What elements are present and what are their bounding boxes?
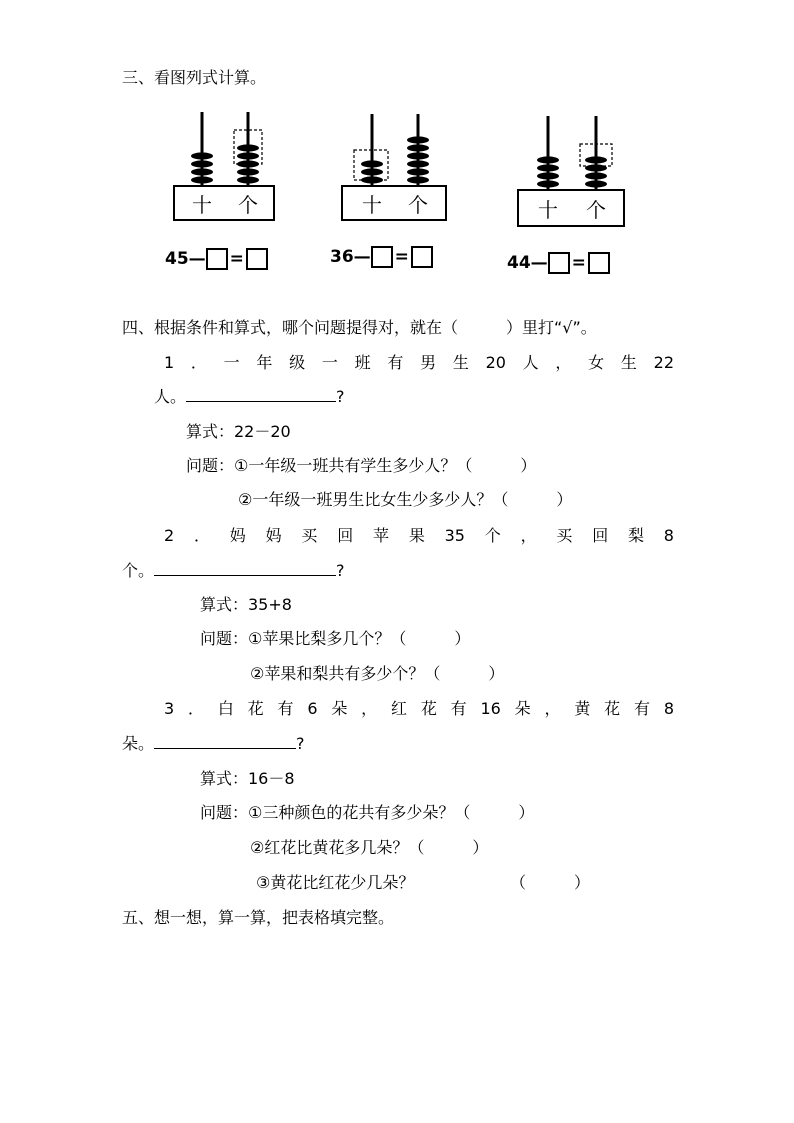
abacus-bead-ones: [407, 152, 429, 159]
formula-3-text: 44—: [507, 253, 548, 273]
abacus-3-ones-label: 个: [586, 198, 606, 222]
abacus-3-tens-label: 十: [538, 198, 558, 222]
q3-options-1: [200, 803, 534, 823]
answer-box[interactable]: [548, 252, 570, 274]
q3-formula: 算式：16－8: [200, 769, 295, 788]
abacus-3-frame: [518, 190, 624, 226]
formula-2-equals: =: [394, 247, 409, 267]
formula-1: [165, 248, 268, 270]
abacus-bead-ones: [237, 176, 259, 183]
q1-line2: [154, 387, 345, 407]
abacus-bead-ones: [585, 172, 607, 179]
q3-option-3[interactable]: ③黄花比红花少几朵？: [256, 873, 415, 892]
abacus-bead-tens: [537, 156, 559, 163]
abacus-bead-ones: [237, 168, 259, 175]
abacus-bead-tens: [191, 152, 213, 159]
q1-question-mark: ?: [336, 387, 345, 406]
abacus-bead-ones: [585, 180, 607, 187]
q2-line2: [122, 561, 345, 581]
abacus-2-tens-label: 十: [362, 193, 382, 217]
answer-box[interactable]: [411, 246, 433, 268]
q1-options-1: [186, 456, 536, 476]
q3-question-mark: ?: [296, 734, 305, 753]
formula-3: [507, 252, 610, 274]
q2-question-prefix: 问题：: [200, 629, 249, 648]
section4-title: 四、根据条件和算式，哪个问题提得对，就在（ ）里打“√”。: [122, 318, 597, 337]
answer-blank[interactable]: [154, 734, 296, 749]
formula-1-text: 45—: [165, 249, 206, 269]
answer-blank[interactable]: [186, 387, 336, 402]
abacus-bead-tens: [191, 176, 213, 183]
q1-formula: 算式：22－20: [186, 422, 291, 441]
q1-question-prefix: 问题：: [186, 456, 235, 475]
abacus-1-tens-label: 十: [192, 193, 212, 217]
abacus-bead-ones: [237, 144, 259, 151]
formula-1-equals: =: [229, 249, 244, 269]
answer-box[interactable]: [371, 246, 393, 268]
q1-line1: 1．一年级一班有男生20人，女生22: [164, 353, 674, 372]
abacus-bead-tens: [537, 180, 559, 187]
abacus-3: [516, 112, 628, 230]
abacus-bead-tens: [537, 172, 559, 179]
answer-box[interactable]: [588, 252, 610, 274]
q2-option-2[interactable]: ②苹果和梨共有多少个？（ ）: [250, 664, 505, 683]
abacus-bead-tens: [537, 164, 559, 171]
q3-line2-prefix: 朵。: [122, 734, 155, 753]
abacus-bead-tens: [361, 168, 383, 175]
abacus-2: [340, 112, 450, 224]
q1-option-2[interactable]: ②一年级一班男生比女生少多少人？（ ）: [238, 490, 573, 509]
q2-question-mark: ?: [336, 561, 345, 580]
answer-blank[interactable]: [154, 561, 336, 576]
q1-line2-prefix: 人。: [154, 387, 187, 406]
q2-options-1: [200, 629, 470, 649]
q1-option-1[interactable]: ①一年级一班共有学生多少人？（ ）: [234, 456, 537, 475]
abacus-2-frame: [342, 186, 446, 220]
abacus-bead-tens: [191, 168, 213, 175]
q3-line2: [122, 734, 305, 754]
abacus-bead-ones: [407, 176, 429, 183]
abacus-bead-ones: [585, 156, 607, 163]
formula-2: [330, 246, 433, 268]
abacus-bead-ones: [407, 136, 429, 143]
q3-option-1[interactable]: ①三种颜色的花共有多少朵？（ ）: [248, 803, 535, 822]
abacus-bead-ones: [407, 168, 429, 175]
section3-title: 三、看图列式计算。: [122, 68, 267, 87]
q2-option-1[interactable]: ①苹果比梨多几个？（ ）: [248, 629, 471, 648]
abacus-1: [172, 108, 278, 224]
q2-line1: 2．妈妈买回苹果35个，买回梨8: [164, 526, 674, 545]
q2-line2-prefix: 个。: [122, 561, 155, 580]
answer-box[interactable]: [246, 248, 268, 270]
q2-formula: 算式：35+8: [200, 595, 292, 614]
formula-2-text: 36—: [330, 247, 371, 267]
q3-question-prefix: 问题：: [200, 803, 249, 822]
abacus-bead-ones: [407, 144, 429, 151]
q3-line1: 3．白花有6朵，红花有16朵，黄花有8: [164, 699, 674, 718]
abacus-bead-tens: [191, 160, 213, 167]
q3-option-3-paren[interactable]: （ ）: [510, 873, 591, 892]
abacus-bead-ones: [407, 160, 429, 167]
q3-option-2[interactable]: ②红花比黄花多几朵？（ ）: [250, 838, 489, 857]
abacus-1-frame: [174, 186, 274, 220]
answer-box[interactable]: [206, 248, 228, 270]
abacus-2-ones-label: 个: [408, 193, 428, 217]
abacus-bead-ones: [237, 152, 259, 159]
formula-3-equals: =: [571, 253, 586, 273]
abacus-1-ones-label: 个: [238, 193, 258, 217]
section5-title: 五、想一想，算一算，把表格填完整。: [122, 908, 395, 927]
abacus-bead-tens: [361, 160, 383, 167]
